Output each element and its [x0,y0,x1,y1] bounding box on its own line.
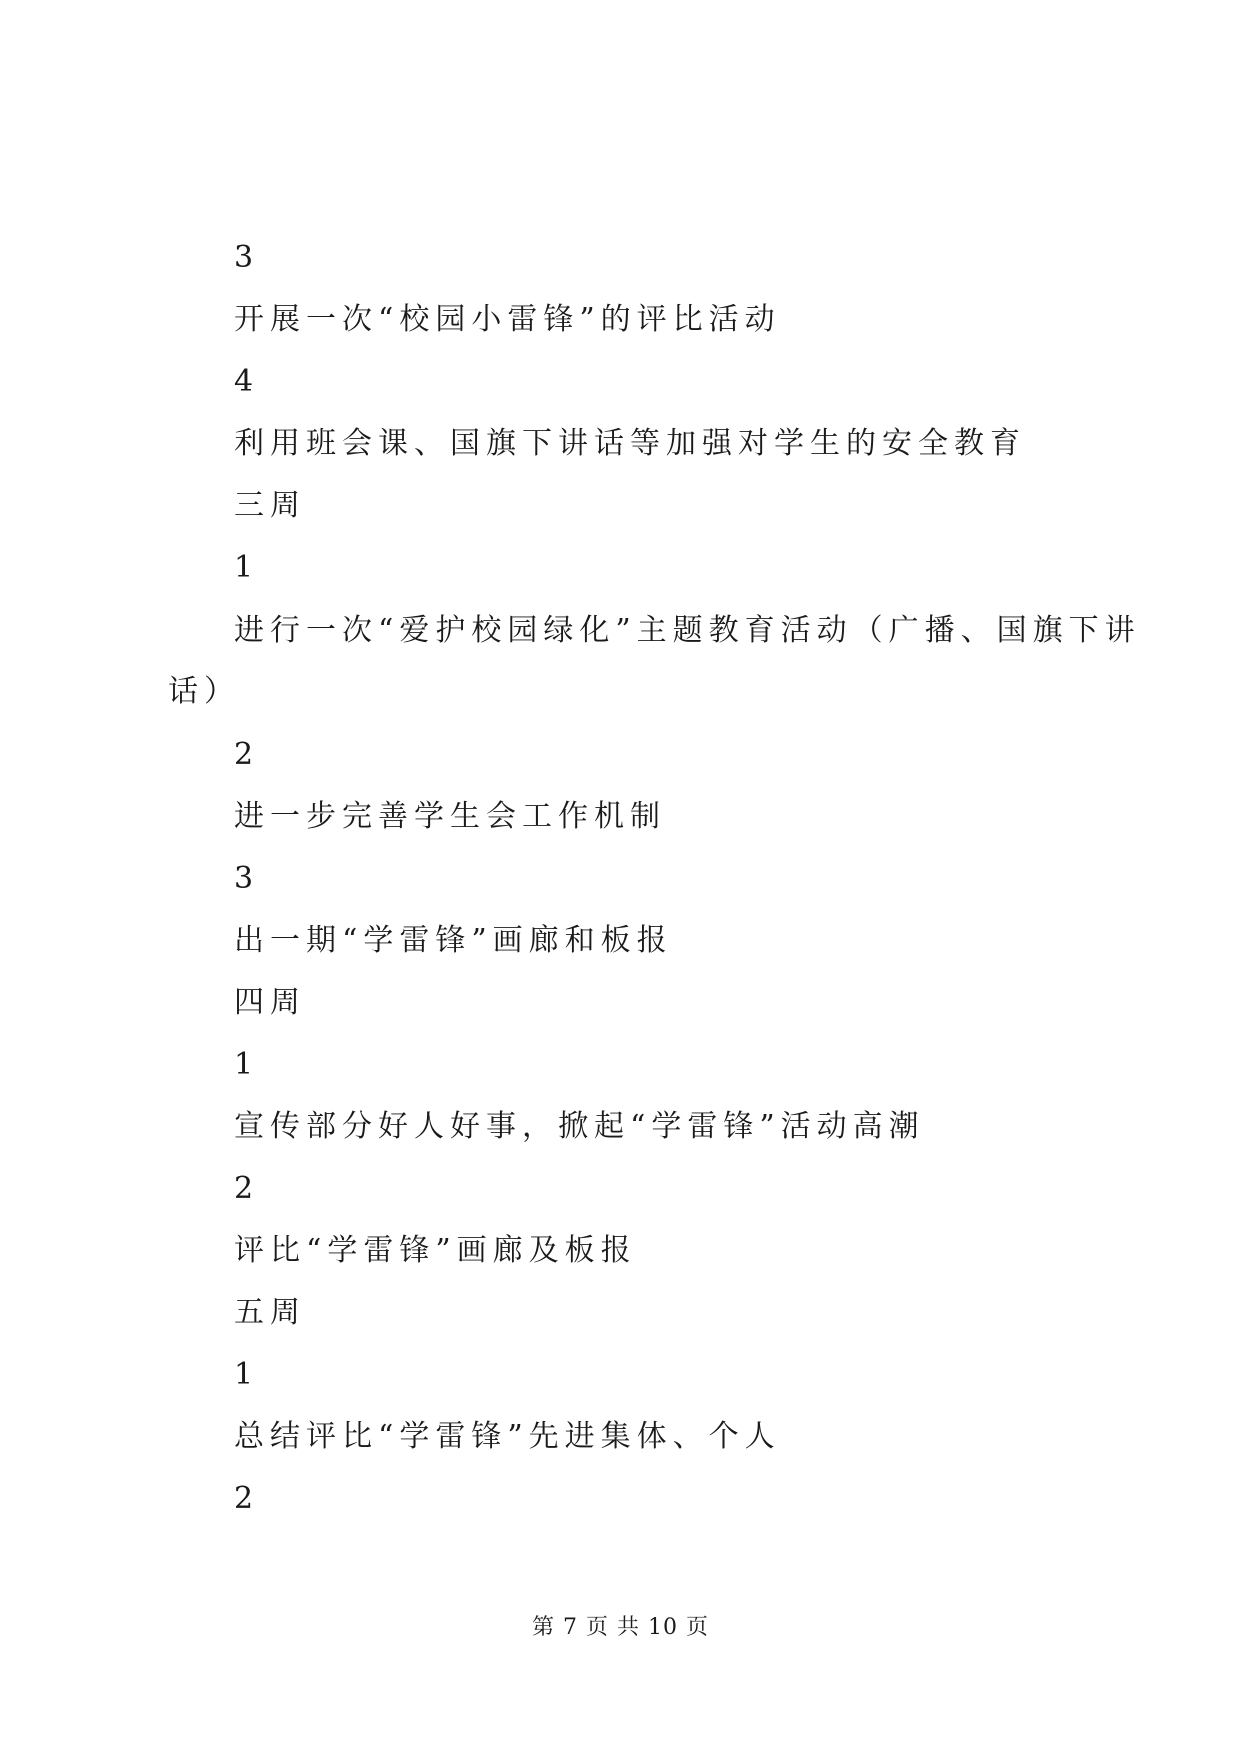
item-number: 2 [234,1171,254,1206]
item-text: 进行一次“爱护校园绿化”主题教育活动（广播、国旗下讲 [234,613,1141,648]
item-number: 3 [234,861,254,896]
item-number: 4 [234,364,254,399]
item-number: 3 [234,240,254,275]
item-text: 进一步完善学生会工作机制 [234,799,666,834]
item-number: 2 [234,737,254,772]
page-footer: 第 7 页 共 10 页 [532,1615,709,1640]
item-text: 宣传部分好人好事，掀起“学雷锋”活动高潮 [234,1109,925,1144]
item-text-continuation: 话） [168,674,240,709]
item-number: 1 [234,1357,254,1392]
week-heading: 三周 [234,488,306,523]
item-number: 2 [234,1481,254,1516]
week-heading: 四周 [234,985,306,1020]
item-text: 评比“学雷锋”画廊及板报 [234,1233,637,1268]
item-text: 利用班会课、国旗下讲话等加强对学生的安全教育 [234,426,1026,461]
item-number: 1 [234,1047,254,1082]
item-text: 开展一次“校园小雷锋”的评比活动 [234,302,781,337]
item-text: 总结评比“学雷锋”先进集体、个人 [234,1419,781,1454]
item-text: 出一期“学雷锋”画廊和板报 [234,923,673,958]
item-number: 1 [234,550,254,585]
week-heading: 五周 [234,1295,306,1330]
